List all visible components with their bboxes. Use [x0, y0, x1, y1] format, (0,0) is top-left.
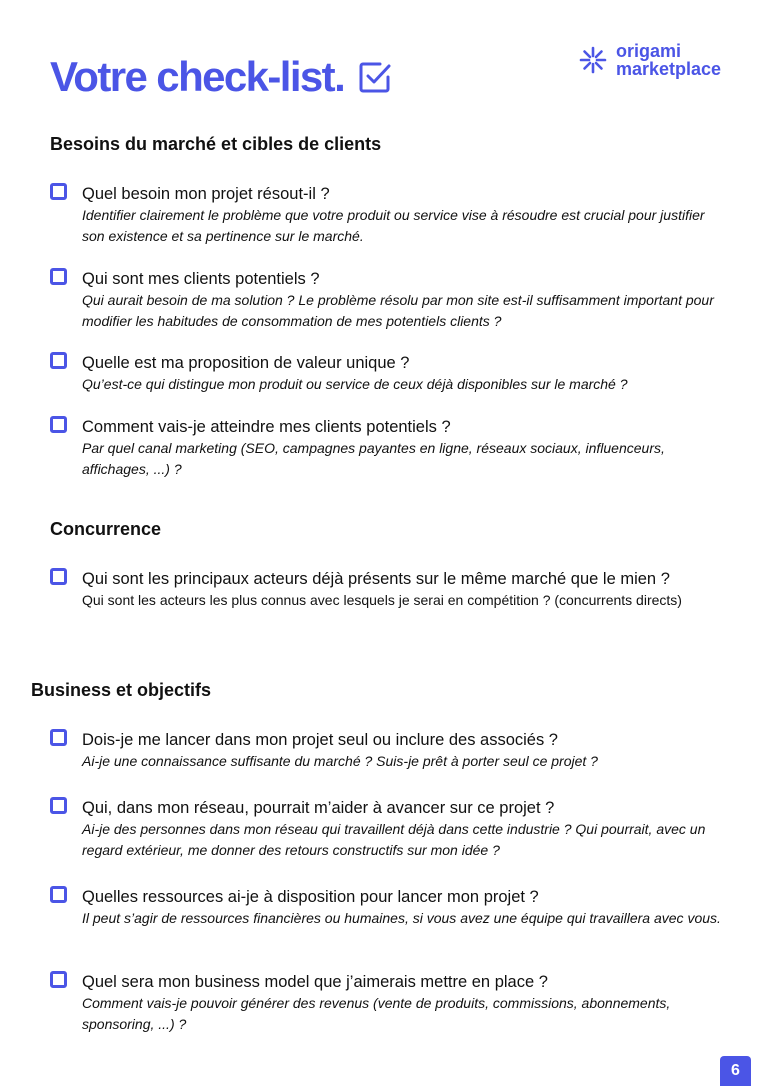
brand-logo — [578, 42, 721, 78]
checklist-item — [50, 352, 730, 395]
checkbox[interactable] — [50, 183, 67, 200]
logo-line-2: marketplace — [616, 59, 722, 79]
item-question: Dois-je me lancer dans mon projet seul ou inclure des associés ? — [82, 731, 558, 749]
checklist-item — [50, 268, 730, 332]
logo-line-1: origami — [616, 41, 682, 61]
origami-logo-icon — [578, 45, 608, 75]
checkbox[interactable] — [50, 886, 67, 903]
checklist-item — [50, 183, 730, 247]
checkbox[interactable] — [50, 568, 67, 585]
item-question: Quel sera mon business model que j’aimerais mettre en place ? — [82, 973, 548, 991]
item-question: Quelles ressources ai-je à disposition pour lancer mon projet ? — [82, 888, 539, 906]
checkbox[interactable] — [50, 268, 67, 285]
page-number: 6 — [720, 1056, 751, 1086]
section-heading-concurrence: Concurrence — [50, 519, 162, 539]
item-question: Qui sont mes clients potentiels ? — [82, 270, 320, 288]
item-detail: Identifier clairement le problème que votre produit ou service vise à résoudre est crucial pour justifier son existence et sa pertinence sur le marché. — [82, 207, 705, 244]
item-detail: Qu’est-ce qui distingue mon produit ou service de ceux déjà disponibles sur le marché ? — [82, 376, 628, 392]
item-detail: Ai-je des personnes dans mon réseau qui travaillent déjà dans cette industrie ? Qui pourrait, avec un regard extérieur, me donner des retours constructifs sur mon idée ? — [82, 821, 706, 858]
checklist-item — [50, 886, 730, 929]
page-title — [50, 53, 392, 100]
checkbox[interactable] — [50, 729, 67, 746]
checklist-item — [50, 568, 730, 611]
item-question: Quel besoin mon projet résout-il ? — [82, 185, 330, 203]
item-question: Quelle est ma proposition de valeur unique ? — [82, 354, 410, 372]
checklist-item — [50, 797, 730, 861]
checkbox[interactable] — [50, 797, 67, 814]
checklist-item — [50, 729, 730, 772]
item-detail: Qui aurait besoin de ma solution ? Le problème résolu par mon site est-il suffisamment important pour modifier les habitudes de consommation de mes potentiels clients ? — [82, 292, 714, 329]
item-question: Qui sont les principaux acteurs déjà présents sur le même marché que le mien ? — [82, 570, 670, 588]
checkbox[interactable] — [50, 416, 67, 433]
item-detail: Ai-je une connaissance suffisante du marché ? Suis-je prêt à porter seul ce projet ? — [82, 753, 598, 769]
item-detail: Il peut s’agir de ressources financières ou humaines, si vous avez une équipe qui travaillera avec vous. — [82, 910, 721, 926]
checkbox[interactable] — [50, 971, 67, 988]
checkbox[interactable] — [50, 352, 67, 369]
checklist-item — [50, 416, 730, 480]
checklist-item — [50, 971, 730, 1035]
checkbox-checked-icon — [358, 60, 392, 94]
section-heading-besoins: Besoins du marché et cibles de clients — [50, 134, 382, 154]
section-heading-business: Business et objectifs — [31, 680, 212, 700]
item-detail: Par quel canal marketing (SEO, campagnes payantes en ligne, réseaux sociaux, influenceurs, affichages, ...) ? — [82, 440, 665, 477]
item-detail: Qui sont les acteurs les plus connus avec lesquels je serai en compétition ? (concurrents directs) — [82, 592, 682, 608]
page-title-text: Votre check-list. — [50, 53, 345, 100]
item-detail: Comment vais-je pouvoir générer des revenus (vente de produits, commissions, abonnements, sponsoring, ...) ? — [82, 995, 671, 1032]
item-question: Comment vais-je atteindre mes clients potentiels ? — [82, 418, 451, 436]
item-question: Qui, dans mon réseau, pourrait m’aider à avancer sur ce projet ? — [82, 799, 555, 817]
